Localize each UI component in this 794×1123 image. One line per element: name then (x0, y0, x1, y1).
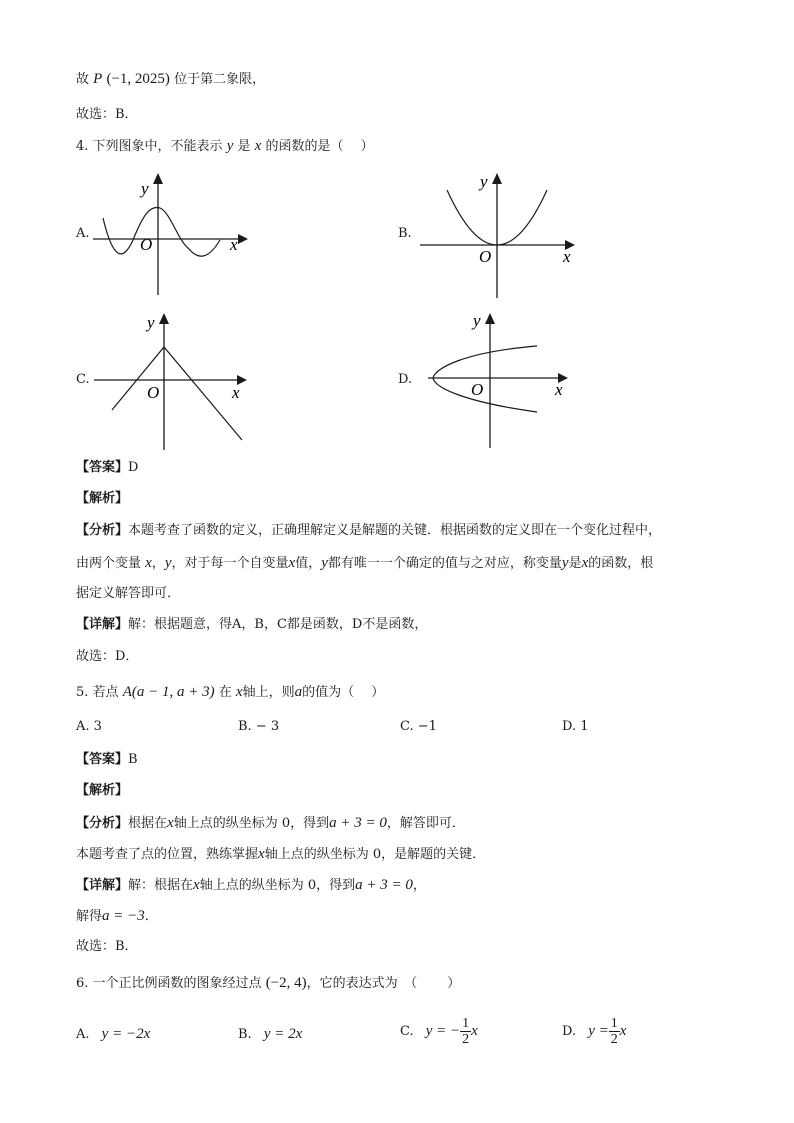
q5-option-d: D. 1 (562, 719, 589, 734)
math-var: x (581, 555, 589, 571)
q6-option-a (76, 1026, 150, 1043)
answer-5 (76, 751, 138, 769)
math-var: y (164, 555, 172, 571)
option-label: A. (76, 1027, 90, 1042)
text: 的函数的是（ ） (265, 139, 374, 154)
q6-option-c (400, 1016, 478, 1047)
text: 轴上点的纵坐标为 0，得到 (173, 816, 330, 831)
axis-x-label: x (563, 247, 571, 266)
math-var: x (619, 1023, 627, 1039)
q6-option-b (238, 1026, 302, 1043)
detail-tag: 【详解】 (76, 617, 129, 632)
fraction (609, 1016, 620, 1047)
line-point-quadrant (76, 70, 265, 89)
math-var: y (321, 555, 328, 571)
fraction (460, 1016, 471, 1047)
answer-tag: 【答案】 (76, 460, 129, 475)
option-d-label: D. (398, 372, 413, 387)
text: 轴上点的纵坐标为 0，是解题的关键． (264, 847, 486, 862)
analysis-tag: 【分析】 (76, 816, 129, 831)
axis-y-label: y (141, 179, 149, 198)
axis-y-label: y (480, 172, 488, 191)
option-c-label: C. (76, 372, 90, 387)
question-6 (76, 974, 460, 993)
q5-option-a: A. 3 (76, 719, 102, 734)
analysis-tag: 【分析】 (76, 523, 129, 538)
text: 是 (237, 139, 251, 154)
math-coord: (−1, 2025) (106, 71, 170, 87)
math-var: x (167, 815, 174, 831)
text: 故 (76, 72, 90, 87)
math-var: x (235, 684, 243, 700)
math-var: y (226, 138, 234, 154)
text: ，对于每一个自变量 (171, 556, 289, 571)
graph-b (415, 170, 585, 300)
math-point: (−2, 4) (265, 975, 307, 991)
text: 解：根据题意，得A，B，C都是函数，D不是函数， (128, 617, 428, 632)
q6-option-d (562, 1016, 626, 1047)
option-a-label: A. (76, 226, 90, 241)
q5-option-c: C. −1 (400, 719, 437, 734)
axis-y-label: y (147, 313, 155, 332)
math-var: x (193, 877, 200, 893)
math-var: x (254, 138, 262, 154)
analysis-5-line1 (76, 814, 465, 833)
solve-5 (76, 907, 158, 926)
text: 位于第二象限， (174, 72, 266, 87)
graph-c (92, 310, 262, 450)
question-4 (76, 137, 374, 156)
text: 的值为（ ） (302, 685, 385, 700)
text: ， (151, 556, 165, 571)
text: 根据在 (128, 816, 168, 831)
origin-label: O (479, 247, 492, 266)
text: 6. 一个正比例函数的图象经过点 (76, 976, 262, 991)
line-answer-prev: 故选：B． (76, 107, 138, 122)
text: ． (144, 909, 158, 924)
option-label: B. (238, 1027, 252, 1042)
text: ，解答即可． (386, 816, 465, 831)
denominator: 2 (462, 1032, 470, 1047)
analysis-4-line3: 据定义解答即可． (76, 586, 181, 601)
text: ，它的表达式为 （ ） (306, 976, 461, 991)
analysis-4-line1 (76, 522, 661, 540)
analysis-4-line2 (76, 554, 653, 573)
detail-4 (76, 616, 427, 634)
math-expr: y = − (425, 1023, 461, 1039)
math-var: a (294, 684, 303, 700)
text: 在 (218, 685, 232, 700)
text: 是 (568, 556, 582, 571)
text: 本题考查了点的位置，熟练掌握 (76, 847, 259, 862)
math-eq: a + 3 = 0 (329, 815, 387, 831)
text: 本题考查了函数的定义，正确理解定义是解题的关键．根据函数的定义即在一个变化过程中， (128, 523, 662, 538)
math-eq: a + 3 = 0 (355, 877, 413, 893)
math-point: A(a − 1, a + 3) (122, 684, 215, 700)
answer-value: D (128, 460, 139, 475)
text: 的函数，根 (588, 556, 654, 571)
q5-option-b: B. − 3 (238, 719, 280, 734)
detail-5 (76, 876, 426, 895)
analysis-heading-5: 【解析】 (76, 783, 129, 798)
question-5 (76, 683, 384, 702)
denominator: 2 (610, 1032, 618, 1047)
answer-tag: 【答案】 (76, 752, 129, 767)
graph-a (88, 170, 258, 300)
choose-5: 故选：B． (76, 939, 138, 954)
detail-tag: 【详解】 (76, 878, 129, 893)
axis-x-label: x (232, 383, 240, 402)
graph-d (425, 310, 585, 450)
math-var: x (288, 555, 296, 571)
answer-4 (76, 459, 138, 477)
text: 都有唯一一个确定的值与之对应，称变量 (327, 556, 562, 571)
math-var: x (471, 1023, 478, 1039)
text: 值， (295, 556, 322, 571)
text: 由两个变量 (76, 556, 142, 571)
choose-4: 故选：D． (76, 649, 139, 664)
text: 轴上点的纵坐标为 0，得到 (199, 878, 356, 893)
origin-label: O (147, 383, 160, 402)
numerator: 1 (462, 1016, 470, 1031)
text: 轴上，则 (242, 685, 295, 700)
math-expr: y = −2x (101, 1026, 151, 1042)
option-label: C. (400, 1024, 414, 1039)
axis-x-label: x (230, 235, 238, 254)
analysis-heading-4: 【解析】 (76, 491, 129, 506)
math-eq: a = −3 (102, 908, 145, 924)
text: 4. 下列图象中，不能表示 (76, 139, 223, 154)
math-var: x (258, 846, 265, 862)
math-expr: y = (588, 1023, 609, 1039)
text: 5. 若点 (76, 685, 119, 700)
origin-label: O (140, 235, 153, 254)
origin-label: O (471, 380, 484, 399)
answer-value: B (128, 752, 138, 767)
math-var: y (561, 555, 569, 571)
text: 解：根据在 (128, 878, 194, 893)
text: ， (412, 878, 426, 893)
axis-x-label: x (555, 380, 563, 399)
text: 解得 (76, 909, 103, 924)
option-label: D. (562, 1024, 577, 1039)
math-var: x (145, 555, 152, 571)
numerator: 1 (610, 1016, 618, 1031)
analysis-5-line2 (76, 845, 485, 864)
math-point: P (93, 71, 103, 87)
math-expr: y = 2x (263, 1026, 303, 1042)
axis-y-label: y (473, 311, 481, 330)
option-b-label: B. (398, 226, 412, 241)
